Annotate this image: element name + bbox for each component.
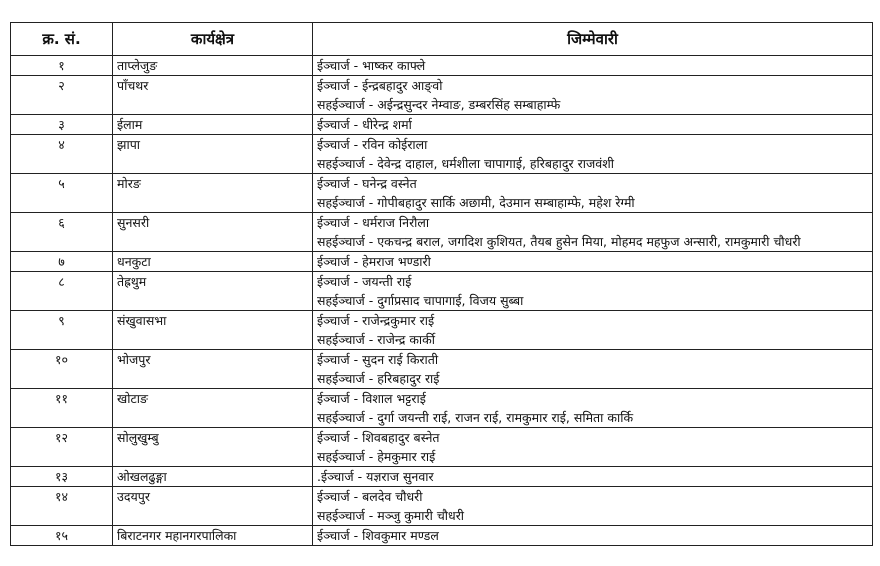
work-area-cell: सोलुखुम्बु [113, 428, 313, 467]
work-area-cell: मोरङ [113, 174, 313, 213]
work-area-cell: तेह्रथुम [113, 272, 313, 311]
header-work-area: कार्यक्षेत्र [113, 23, 313, 56]
work-area-cell: सुनसरी [113, 213, 313, 252]
incharge-line: ईञ्चार्ज - शिवबहादुर बस्नेत [317, 430, 440, 445]
responsibility-cell [313, 526, 873, 546]
co-incharge-line: सहईञ्चार्ज - दुर्गाप्रसाद चापागाई, विजय सुब्बा [317, 293, 524, 308]
work-area-cell: पाँचथर [113, 76, 313, 115]
responsibility-cell [313, 487, 873, 526]
incharge-line: ईञ्चार्ज - भाष्कर काफ्ले [317, 58, 426, 73]
responsibility-cell [313, 76, 873, 115]
work-area-cell: ईलाम [113, 115, 313, 135]
table-row [11, 467, 873, 487]
table-body [11, 56, 873, 546]
incharge-line: ईञ्चार्ज - राजेन्द्रकुमार राई [317, 313, 435, 328]
serial-number-cell: १० [11, 350, 113, 389]
work-area-cell: उदयपुर [113, 487, 313, 526]
incharge-line: ईञ्चार्ज - रविन कोईराला [317, 137, 428, 152]
table-row [11, 135, 873, 174]
incharge-line: ईञ्चार्ज - जयन्ती राई [317, 274, 412, 289]
table-row [11, 487, 873, 526]
serial-number-cell: १३ [11, 467, 113, 487]
co-incharge-line: सहईञ्चार्ज - हेमकुमार राई [317, 449, 436, 464]
table-row [11, 252, 873, 272]
work-area-cell: ओखलढुङ्गा [113, 467, 313, 487]
serial-number-cell: ९ [11, 311, 113, 350]
serial-number-cell: ४ [11, 135, 113, 174]
responsibility-table [10, 22, 873, 546]
co-incharge-line: सहईञ्चार्ज - राजेन्द्र कार्की [317, 332, 435, 347]
serial-number-cell: १२ [11, 428, 113, 467]
serial-number-cell: २ [11, 76, 113, 115]
table-row [11, 76, 873, 115]
co-incharge-line: सहईञ्चार्ज - अईन्द्रसुन्दर नेम्वाङ, डम्बरसिंह सम्बाहाम्फे [317, 97, 561, 112]
incharge-line: ईञ्चार्ज - धीरेन्द्र शर्मा [317, 117, 412, 132]
responsibility-cell [313, 272, 873, 311]
responsibility-cell [313, 135, 873, 174]
responsibility-cell [313, 56, 873, 76]
work-area-cell: झापा [113, 135, 313, 174]
table-row [11, 350, 873, 389]
incharge-line: ईञ्चार्ज - ईन्द्रबहादुर आङ्वो [317, 78, 443, 93]
serial-number-cell: १४ [11, 487, 113, 526]
responsibility-cell [313, 428, 873, 467]
serial-number-cell: १ [11, 56, 113, 76]
responsibility-cell [313, 350, 873, 389]
incharge-line: ईञ्चार्ज - सुदन राई किराती [317, 352, 439, 367]
co-incharge-line: सहईञ्चार्ज - दुर्गा जयन्ती राई, राजन राई, रामकुमार राई, समिता कार्कि [317, 410, 634, 425]
responsibility-cell [313, 252, 873, 272]
serial-number-cell: ७ [11, 252, 113, 272]
table-row [11, 428, 873, 467]
incharge-line: ईञ्चार्ज - शिवकुमार मण्डल [317, 528, 439, 543]
table-row [11, 272, 873, 311]
incharge-line: .ईञ्चार्ज - यज्ञराज सुनवार [317, 469, 434, 484]
responsibility-cell [313, 389, 873, 428]
incharge-line: ईञ्चार्ज - विशाल भट्टराई [317, 391, 426, 406]
work-area-cell: संखुवासभा [113, 311, 313, 350]
responsibility-cell [313, 174, 873, 213]
serial-number-cell: १५ [11, 526, 113, 546]
co-incharge-line: सहईञ्चार्ज - गोपीबहादुर सार्कि अछामी, देउमान सम्बाहाम्फे, महेश रेग्मी [317, 195, 635, 210]
table-row [11, 174, 873, 213]
serial-number-cell: ८ [11, 272, 113, 311]
table-row [11, 115, 873, 135]
incharge-line: ईञ्चार्ज - धर्मराज निरौला [317, 215, 430, 230]
incharge-line: ईञ्चार्ज - घनेन्द्र वस्नेत [317, 176, 417, 191]
incharge-line: ईञ्चार्ज - हेमराज भण्डारी [317, 254, 431, 269]
table-row [11, 311, 873, 350]
co-incharge-line: सहईञ्चार्ज - हरिबहादुर राई [317, 371, 440, 386]
work-area-cell: ताप्लेजुङ [113, 56, 313, 76]
serial-number-cell: ५ [11, 174, 113, 213]
serial-number-cell: ११ [11, 389, 113, 428]
table-row [11, 56, 873, 76]
co-incharge-line: सहईञ्चार्ज - एकचन्द्र बराल, जगदिश कुशियत, तैयब हुसेन मिया, मोहमद महफुज अन्सारी, रामकुमारी चौधरी [317, 234, 801, 249]
header-responsibility: जिम्मेवारी [313, 23, 873, 56]
responsibility-cell [313, 115, 873, 135]
table-row [11, 526, 873, 546]
header-serial-number: क्र. सं. [11, 23, 113, 56]
work-area-cell: भोजपुर [113, 350, 313, 389]
responsibility-cell [313, 311, 873, 350]
table-row [11, 213, 873, 252]
serial-number-cell: ३ [11, 115, 113, 135]
table-row [11, 389, 873, 428]
table-header-row [11, 23, 873, 56]
work-area-cell: धनकुटा [113, 252, 313, 272]
incharge-line: ईञ्चार्ज - बलदेव चौधरी [317, 489, 423, 504]
responsibility-cell [313, 467, 873, 487]
work-area-cell: खोटाङ [113, 389, 313, 428]
work-area-cell: बिराटनगर महानगरपालिका [113, 526, 313, 546]
responsibility-cell [313, 213, 873, 252]
co-incharge-line: सहईञ्चार्ज - मञ्जु कुमारी चौधरी [317, 508, 465, 523]
co-incharge-line: सहईञ्चार्ज - देवेन्द्र दाहाल, धर्मशीला चापागाई, हरिबहादुर राजवंशी [317, 156, 614, 171]
serial-number-cell: ६ [11, 213, 113, 252]
